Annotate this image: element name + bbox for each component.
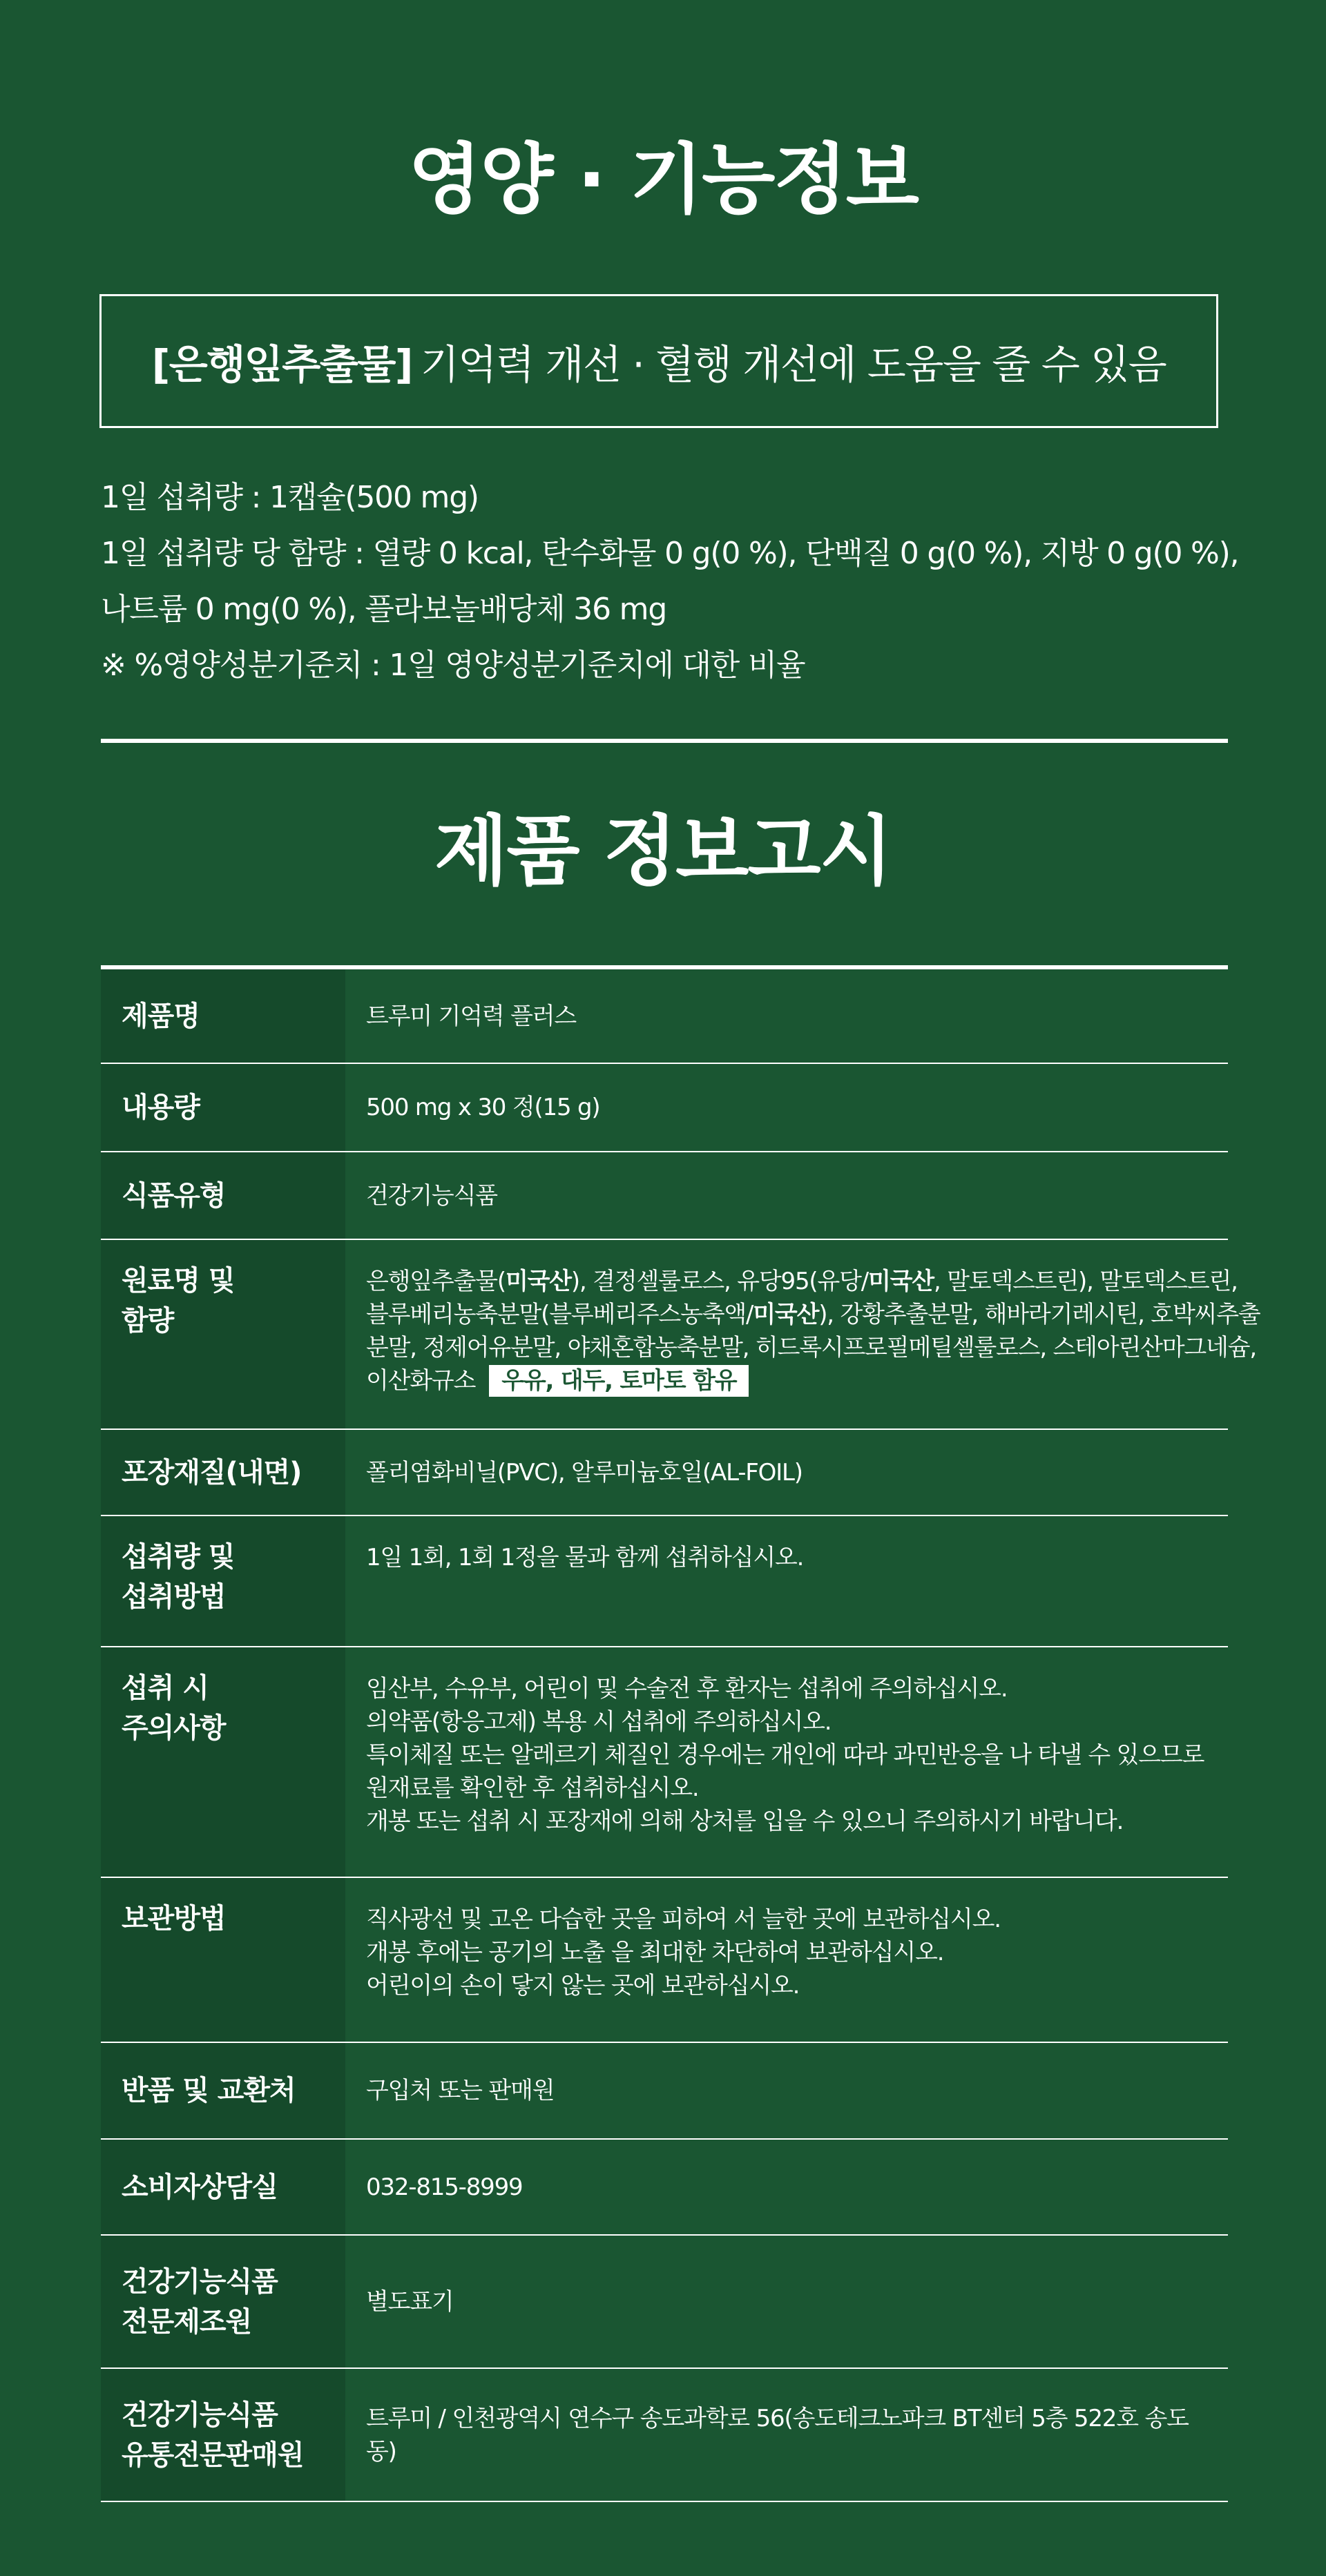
table-row-volume xyxy=(101,1064,1228,1152)
nutrition-line: 1일 섭취량 당 함량 : 열량 0 kcal, 탄수화물 0 g(0 %), 단백질 0 g(0 %), 지방 0 g(0 %), xyxy=(101,536,1239,571)
table-row-storage xyxy=(101,1878,1228,2043)
table-row-intake xyxy=(101,1516,1228,1647)
table-row-precautions xyxy=(101,1647,1228,1878)
row-value: 구입처 또는 판매원 xyxy=(366,2077,555,2104)
row-label: 내용량 xyxy=(101,1064,345,1151)
nutrition-info xyxy=(101,469,1239,693)
nutrition-line: 나트륨 0 mg(0 %), 플라보놀배당체 36 mg xyxy=(101,592,667,627)
row-value: 직사광선 및 고온 다습한 곳을 피하여 서 늘한 곳에 보관하십시오. 개봉 후에는 공기의 노출 을 최대한 차단하여 보관하십시오. 어린이의 손이 닿지 않는 곳에 보관하십시오. xyxy=(366,1906,1001,1999)
product-notice-title: 제품 정보고시 xyxy=(434,807,892,895)
table-row-product-name xyxy=(101,969,1228,1064)
row-label: 건강기능식품 전문제조원 xyxy=(101,2236,345,2367)
section-divider xyxy=(101,739,1228,743)
row-label: 섭취 시 주의사항 xyxy=(101,1647,345,1877)
table-row-ingredients xyxy=(101,1240,1260,1430)
row-value: 트루미 기억력 플러스 xyxy=(366,1002,577,1030)
table-row-packaging xyxy=(101,1430,1228,1516)
claim-ingredient: [은행잎추출물] xyxy=(151,341,412,388)
product-info-table xyxy=(101,969,1260,2502)
table-row-distributor xyxy=(101,2369,1228,2502)
row-label: 건강기능식품 유통전문판매원 xyxy=(101,2369,345,2501)
row-value: 폴리염화비닐(PVC), 알루미늄호일(AL-FOIL) xyxy=(366,1458,803,1486)
row-label: 제품명 xyxy=(101,969,345,1063)
table-row-returns xyxy=(101,2043,1228,2140)
claim-text: 기억력 개선 · 혈행 개선에 도움을 줄 수 있음 xyxy=(420,341,1166,388)
row-value: 별도표기 xyxy=(366,2287,454,2316)
row-value: 032-815-8999 xyxy=(366,2173,523,2201)
row-value: 1일 1회, 1회 1정을 물과 함께 섭취하십시오. xyxy=(366,1544,804,1571)
table-row-manufacturer xyxy=(101,2236,1228,2369)
nutrition-line: ※ %영양성분기준치 : 1일 영양성분기준치에 대한 비율 xyxy=(101,648,805,683)
row-value: 500 mg x 30 정(15 g) xyxy=(366,1094,600,1121)
nutrition-line: 1일 섭취량 : 1캡슐(500 mg) xyxy=(101,480,479,515)
row-value: 임산부, 수유부, 어린이 및 수술전 후 환자는 섭취에 주의하십시오. 의약품(항응고제) 복용 시 섭취에 주의하십시오. 특이체질 또는 알레르기 체질인 경우에는 개인에 따라 과민반응을 나 타낼 수 있으므로 원재료를 확인한 후 섭취하십시오. 개봉 또는 섭취 시 포장재에 의해 상처를 입을 수 있으니 주의하시기 바랍니다. xyxy=(366,1675,1204,1835)
row-value: 건강기능식품 xyxy=(366,1181,497,1210)
function-claim-box xyxy=(99,294,1218,428)
row-label: 원료명 및 함량 xyxy=(101,1240,345,1429)
row-value: 은행잎추출물(미국산), 결정셀룰로스, 유당95(유당/미국산, 말토덱스트린), 말토덱스트린, 블루베리농축분말(블루베리주스농축액/미국산), 강황추출분말, 해바라기레시틴, 호박씨추출 분말, 정제어유분말, 야채혼합농축분말, 히드록시프로필메틸셀룰로스, 스테아린산마그네슘, 이산화규소 우유, 대두, 토마토 함유 xyxy=(345,1240,1274,1429)
allergen-badge: 우유, 대두, 토마토 함유 xyxy=(489,1365,749,1397)
row-label: 소비자상담실 xyxy=(101,2140,345,2234)
table-row-food-type xyxy=(101,1152,1228,1240)
table-row-consumer-center xyxy=(101,2140,1228,2236)
row-label: 섭취량 및 섭취방법 xyxy=(101,1516,345,1646)
row-label: 식품유형 xyxy=(101,1152,345,1239)
row-value: 트루미 / 인천광역시 연수구 송도과학로 56(송도테크노파크 BT센터 5층 522호 송도동) xyxy=(366,2404,1189,2466)
row-label: 반품 및 교환처 xyxy=(101,2043,345,2138)
row-label: 포장재질(내면) xyxy=(101,1430,345,1515)
row-label: 보관방법 xyxy=(101,1878,345,2042)
nutrition-function-title: 영양 · 기능정보 xyxy=(408,135,918,224)
